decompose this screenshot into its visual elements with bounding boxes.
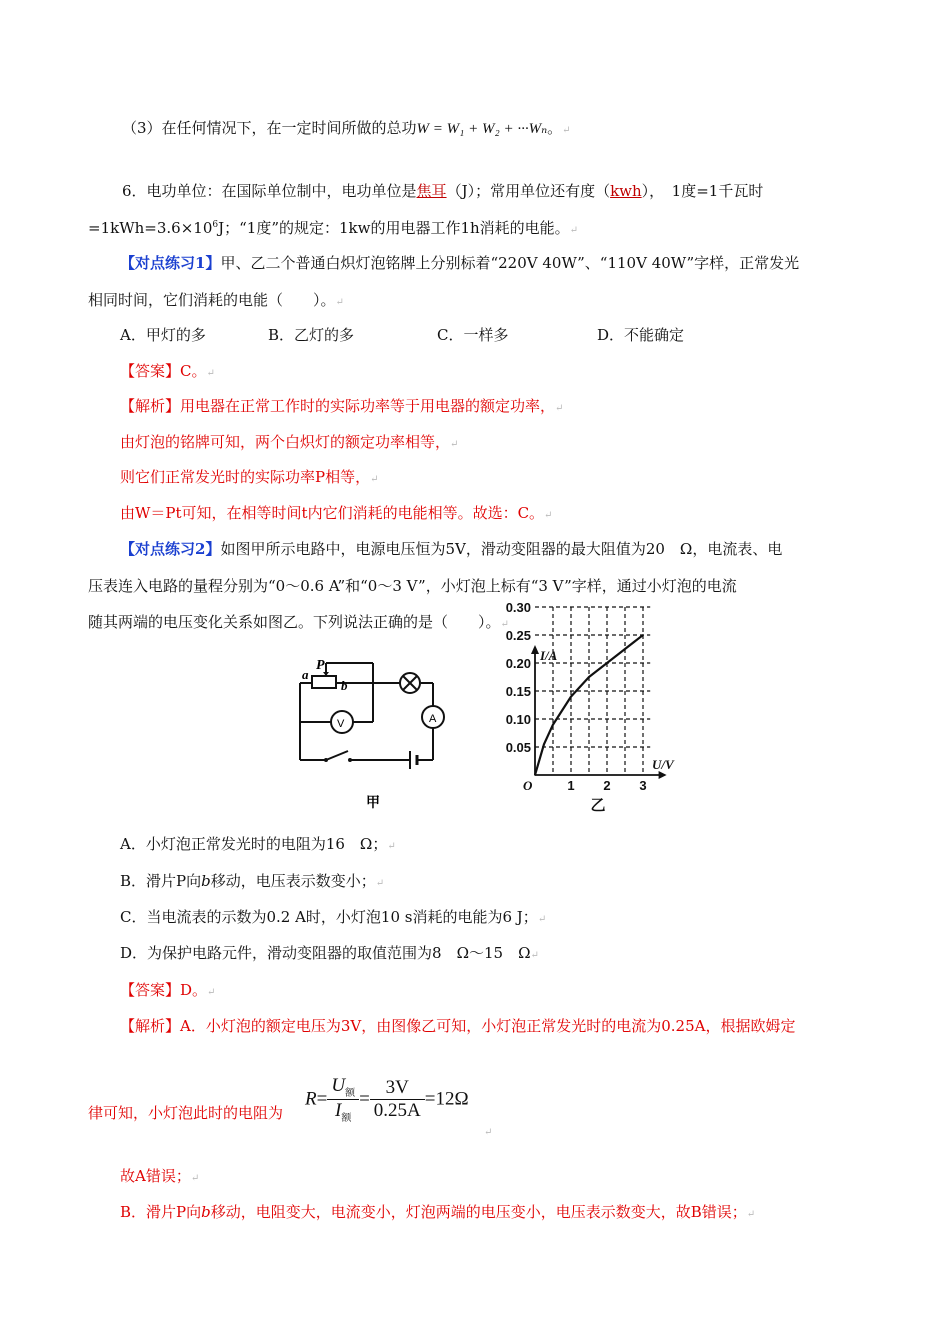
ex2-question-line-1 — [120, 539, 782, 559]
ex2-expB-italic: b — [201, 1203, 211, 1221]
ex2-q3: 随其两端的电压变化关系如图乙。下列说法正确的是（ ）。 — [88, 613, 501, 631]
label-b: b — [341, 678, 348, 693]
formula-sub-i: 额 — [341, 1112, 352, 1124]
formula-frac-2 — [370, 1077, 425, 1122]
kwh-link[interactable]: kwh — [610, 182, 642, 200]
ex2-expB-post: 移动，电阻变大，电流变小，灯泡两端的电压变小，电压表示数变大，故B错误； — [210, 1203, 747, 1221]
ex2-explanation-a2 — [88, 1103, 283, 1123]
label-p: P — [316, 658, 325, 673]
paragraph-mark: ↵ — [569, 225, 579, 236]
ex1-q2: 相同时间，它们消耗的电能（ ）。 — [88, 291, 336, 309]
unit-text-e: J；“1度”的规定：1kw的用电器工作1h消耗的电能。 — [218, 219, 570, 237]
line-3 — [122, 118, 571, 141]
paragraph-mark: ↵ — [387, 841, 396, 852]
ex2-option-b-pre: B．滑片P向 — [120, 872, 202, 890]
total-work-formula: W = W₁ + W₂ + ···Wₙ — [416, 121, 548, 137]
unit-text-a: 6．电功单位：在国际单位制中，电功单位是 — [122, 182, 417, 200]
line-3-text: （3）在任何情况下，在一定时间所做的总功 — [122, 119, 417, 137]
ex1-explanation-4 — [120, 503, 552, 526]
circuit-caption: 甲 — [366, 795, 380, 811]
formula-sub-u: 额 — [345, 1087, 356, 1099]
ex1-option-d-line — [597, 325, 684, 345]
ex2-expA1: A．小灯泡的额定电压为3V，由图像乙可知，小灯泡正常发光时的电流为0.25A，根据欧姆定 — [180, 1017, 796, 1035]
ex2-option-a — [120, 834, 396, 857]
unit-text-c: ）， 1度=1千瓦时 — [641, 182, 764, 200]
ex2-option-c — [120, 907, 546, 930]
joule-link[interactable]: 焦耳 — [416, 182, 447, 200]
ex1-q1: 甲、乙二个普通白炽灯泡铭牌上分别标着“220V 40W”、“110V 40W”字样，正常发光 — [220, 254, 800, 272]
ex2-option-a-text: A．小灯泡正常发光时的电阻为16 Ω； — [120, 835, 388, 853]
ex2-answer — [120, 980, 215, 1003]
ex2-answer-tag: 【答案】 — [120, 981, 181, 999]
ex1-option-c-line — [437, 325, 508, 345]
ex1-option-b: B．乙灯的多 — [268, 326, 355, 344]
ex2-option-b — [120, 871, 384, 894]
paragraph-mark: ↵ — [537, 914, 547, 925]
ammeter-label: A — [429, 713, 437, 725]
ex2-answer-value: D。 — [180, 981, 208, 999]
chart-caption: 乙 — [590, 796, 606, 814]
ex1-question-line-1 — [120, 253, 799, 273]
iv-chart — [495, 600, 695, 820]
ex2-explanation-b — [120, 1202, 755, 1225]
ex2-question-line-3 — [88, 612, 509, 635]
paragraph-mark: ↵ — [190, 1173, 200, 1184]
formula-den2: 0.25A — [373, 1099, 421, 1121]
formula-u: U — [331, 1075, 346, 1096]
ex2-explanation-a1 — [120, 1016, 795, 1036]
paragraph-mark: ↵ — [335, 297, 344, 308]
y-tick-label: 0.25 — [505, 628, 531, 643]
label-a: a — [302, 667, 309, 682]
x-tick-label: 3 — [639, 778, 647, 793]
data-point — [543, 743, 545, 745]
formula-mark — [484, 1120, 492, 1143]
origin-label: O — [523, 778, 533, 793]
ex1-option-c: C．一样多 — [437, 326, 509, 344]
data-point — [534, 774, 536, 776]
resistance-formula: R= $\frac{U_额}{I_额}$ = $\frac{3V}{0.25A}$ =12Ω — [305, 1075, 469, 1124]
ex1-options — [120, 325, 206, 345]
exponent: 6 — [212, 220, 219, 230]
ex1-question-line-2 — [88, 290, 344, 313]
y-tick-label: 0.30 — [505, 600, 531, 615]
ex1-answer — [120, 361, 215, 384]
paragraph-mark: ↵ — [746, 1209, 756, 1220]
paragraph-mark: ↵ — [544, 510, 553, 521]
ex2-option-b-italic: b — [201, 872, 211, 890]
formula-lhs: R — [305, 1088, 317, 1110]
ex1-exp2: 由灯泡的铭牌可知，两个白炽灯的额定功率相等， — [120, 433, 451, 451]
x-axis-arrow — [659, 771, 667, 779]
ex2-expB-pre: B．滑片P向 — [120, 1203, 202, 1221]
ex1-exp1: 用电器在正常工作时的实际功率等于用电器的额定功率， — [180, 397, 556, 415]
y-axis-label: I/A — [540, 648, 558, 663]
ex1-explanation-tag: 【解析】 — [120, 397, 181, 415]
x-tick-label: 1 — [567, 778, 575, 793]
line-3-tail: 。 — [547, 119, 563, 137]
ex2-explanation-tag: 【解析】 — [120, 1017, 181, 1035]
paragraph-mark: ↵ — [206, 368, 215, 379]
ex1-exp3: 则它们正常发光时的实际功率P相等， — [120, 468, 371, 486]
y-tick-label: 0.05 — [505, 740, 531, 755]
y-tick-label: 0.15 — [505, 684, 531, 699]
data-point — [606, 662, 608, 664]
paragraph-mark: ↵ — [500, 619, 509, 630]
paragraph-mark: ↵ — [530, 950, 539, 961]
paragraph-mark: ↵ — [484, 1127, 493, 1138]
ex1-option-d: D．不能确定 — [597, 326, 685, 344]
unit-text-d: =1kWh=3.6×10 — [88, 219, 213, 237]
ex2-option-d — [120, 943, 539, 966]
ex2-q1: 如图甲所示电路中，电源电压恒为5V，滑动变阻器的最大阻值为20 Ω，电流表、电 — [220, 540, 783, 558]
y-axis-arrow — [531, 645, 539, 654]
paragraph-mark: ↵ — [555, 403, 564, 414]
ex1-answer-tag: 【答案】 — [120, 362, 181, 380]
ex2-expA3: 故A错误； — [120, 1167, 191, 1185]
ex2-q2: 压表连入电路的量程分别为“0～0.6 A”和“0～3 V”，小灯泡上标有“3 V”字样，通过小灯泡的电流 — [88, 577, 737, 595]
circuit-diagram — [290, 655, 470, 815]
y-tick-label: 0.20 — [505, 656, 531, 671]
ex2-option-b-post: 移动，电压表示数变小； — [210, 872, 376, 890]
paragraph-mark: ↵ — [370, 474, 379, 485]
voltmeter-label: V — [337, 718, 345, 730]
ex1-option-a: A．甲灯的多 — [120, 326, 206, 344]
y-tick-label: 0.10 — [505, 712, 531, 727]
x-tick-label: 2 — [603, 778, 611, 793]
formula-num2: 3V — [370, 1077, 425, 1100]
paragraph-mark: ↵ — [562, 125, 571, 136]
data-point — [552, 724, 554, 726]
paragraph-mark: ↵ — [450, 439, 459, 450]
formula-frac-1 — [327, 1075, 359, 1124]
ex2-option-d-text: D．为保护电路元件，滑动变阻器的取值范围为8 Ω～15 Ω — [120, 944, 531, 962]
ex1-exp4: 由W＝Pt可知，在相等时间t内它们消耗的电能相等。故选：C。 — [120, 504, 545, 522]
formula-i: I — [335, 1099, 342, 1121]
ex2-tag: 【对点练习2】 — [120, 540, 221, 558]
unit-paragraph-line-1 — [122, 181, 763, 201]
unit-paragraph-line-2 — [88, 215, 578, 241]
formula-result: =12Ω — [424, 1088, 469, 1110]
x-axis-label: U/V — [652, 757, 674, 772]
data-point — [570, 696, 572, 698]
ex2-option-c-text: C．当电流表的示数为0.2 A时，小灯泡10 s消耗的电能为6 J； — [120, 908, 538, 926]
paragraph-mark: ↵ — [207, 987, 216, 998]
unit-text-b: （J）；常用单位还有度（ — [446, 182, 611, 200]
data-point — [624, 648, 626, 650]
ex1-explanation-1 — [120, 396, 563, 419]
ex1-answer-value: C。 — [180, 362, 207, 380]
ex1-option-b-line — [268, 325, 354, 345]
ex2-explanation-a3 — [120, 1166, 199, 1189]
ex2-question-line-2 — [88, 576, 737, 596]
ex1-explanation-3 — [120, 467, 379, 490]
ex1-explanation-2 — [120, 432, 458, 455]
ex1-tag: 【对点练习1】 — [120, 254, 221, 272]
ex2-expA2: 律可知，小灯泡此时的电阻为 — [88, 1104, 284, 1122]
data-point — [588, 676, 590, 678]
paragraph-mark: ↵ — [375, 878, 385, 889]
data-point — [642, 634, 644, 636]
